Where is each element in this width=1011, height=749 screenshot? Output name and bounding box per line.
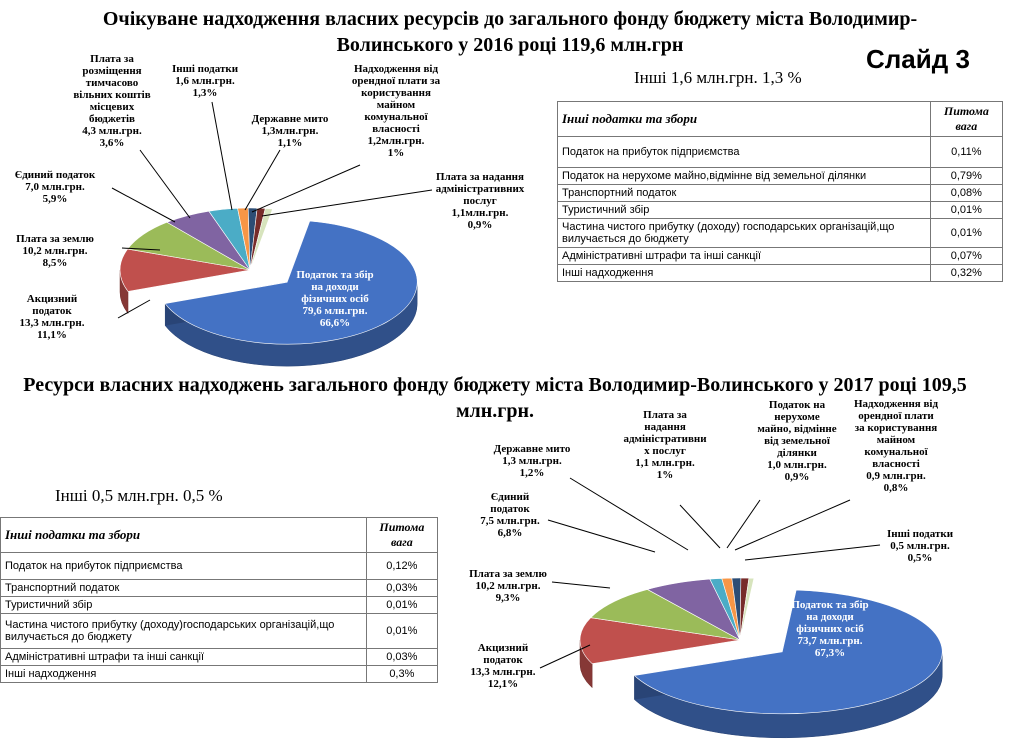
data-label-line: 13,3 млн.грн.: [19, 317, 85, 329]
data-label-line: податок: [32, 305, 72, 317]
data-label-line: бюджетів: [89, 113, 135, 125]
data-label-line: податок: [490, 503, 530, 515]
data-label-line: Податок та збір: [791, 599, 869, 611]
data-label-9: [436, 171, 525, 231]
data-label-line: 0,5 млн.грн.: [890, 540, 950, 552]
table-cell-share: 0,11%: [930, 137, 1002, 168]
data-label-8: [352, 63, 441, 159]
leader-line: [552, 582, 610, 588]
data-label-6: [172, 63, 239, 99]
data-label-line: Податок на: [768, 399, 826, 411]
data-label-2: [471, 642, 536, 690]
table-cell-name: Транспортний податок: [1, 580, 367, 597]
data-label-4: [15, 169, 96, 205]
leader-line: [680, 505, 720, 548]
data-label-line: Плата за: [643, 409, 687, 421]
data-label-line: 7,5 млн.грн.: [480, 515, 540, 527]
table-cell-share: 0,01%: [930, 202, 1002, 219]
data-label-8: [854, 398, 939, 494]
table-cell-share: 0,01%: [930, 219, 1002, 248]
table-cell-share: 0,12%: [366, 553, 437, 580]
data-label-line: розміщення: [82, 65, 142, 77]
chart1-title: Очікуване надходження власних ресурсів до загального фонду бюджету міста Володимир-Волинського у 2016 році 119,6 млн.грн: [102, 8, 918, 56]
data-label-line: податок: [483, 654, 523, 666]
data-label-line: 11,1%: [37, 329, 67, 341]
data-label-line: надання: [644, 421, 686, 433]
table-cell-name: Інші надходження: [558, 265, 931, 282]
table-cell-name: Податок на прибуток підприємства: [558, 137, 931, 168]
data-label-7: [252, 113, 329, 149]
data-label-line: 4,3 млн.грн.: [82, 125, 142, 137]
table-cell-name: Податок на нерухоме майно,відмінне від земельної ділянки: [558, 168, 931, 185]
data-label-line: 1,1 млн.грн.: [635, 457, 695, 469]
leader-line: [745, 545, 880, 560]
data-label-line: 12,1%: [487, 678, 519, 690]
table-header-name: Інші податки та збори: [558, 102, 931, 137]
data-label-line: 73,7 млн.грн.: [797, 635, 863, 647]
pie-chart-1: [15, 53, 525, 366]
table-cell-name: Транспортний податок: [558, 185, 931, 202]
data-label-line: 1,1%: [277, 137, 303, 149]
data-label-line: 1%: [656, 469, 674, 481]
data-label-line: фізичних осіб: [301, 293, 369, 305]
data-label-line: комунальної: [864, 446, 928, 458]
data-label-line: Акцизний: [26, 293, 78, 305]
data-label-line: Плата за землю: [469, 568, 547, 580]
data-label-line: майно, відмінне: [757, 423, 837, 435]
table-cell-name: Туристичний збір: [558, 202, 931, 219]
data-label-line: нерухоме: [774, 411, 820, 423]
chart2-title: Ресурси власних надходжень загального фонду бюджету міста Володимир-Волинського у 2017 році 109,5 млн.грн.: [23, 374, 967, 422]
data-label-line: 79,6 млн.грн.: [302, 305, 368, 317]
data-label-3: [16, 233, 94, 269]
chart1-other-total: Інші 1,6 млн.грн. 1,3 %: [634, 68, 802, 87]
data-label-line: ділянки: [777, 447, 817, 459]
data-label-line: 7,0 млн.грн.: [25, 181, 85, 193]
data-label-line: вільних коштів: [73, 89, 151, 101]
table-header-share: Питома вага: [366, 518, 437, 553]
leader-line: [548, 520, 655, 552]
data-label-line: 1,2%: [519, 467, 545, 479]
data-label-5: [494, 443, 571, 479]
data-label-line: місцевих: [89, 101, 135, 113]
data-label-3: [469, 568, 547, 604]
data-label-line: 1,3%: [192, 87, 218, 99]
pie-chart-2: [469, 398, 954, 738]
data-label-line: користування: [361, 87, 431, 99]
table-cell-name: Частина чистого прибутку (доходу)господарських організацій,що вилучається до бюджету: [1, 614, 367, 649]
data-label-line: майном: [376, 99, 416, 111]
leader-line: [735, 500, 850, 550]
table-cell-share: 0,79%: [930, 168, 1002, 185]
data-label-line: Державне мито: [251, 113, 329, 125]
data-label-line: Єдиний податок: [14, 169, 96, 181]
data-label-line: 0,9%: [467, 219, 493, 231]
data-label-line: 1,1млн.грн.: [451, 207, 509, 219]
data-label-line: 66,6%: [319, 317, 351, 329]
data-label-line: Плата за: [90, 53, 134, 65]
leader-line: [112, 188, 175, 222]
table-cell-share: 0,01%: [366, 597, 437, 614]
data-label-line: 1,3 млн.грн.: [502, 455, 562, 467]
data-label-line: 1,6 млн.грн.: [175, 75, 235, 87]
leader-line: [140, 150, 190, 218]
data-label-line: власності: [372, 123, 420, 135]
data-label-line: х послуг: [644, 445, 686, 457]
data-label-line: майном: [876, 434, 916, 446]
table-cell-share: 0,03%: [366, 580, 437, 597]
data-label-line: 67,3%: [814, 647, 846, 659]
data-label-line: послуг: [463, 195, 497, 207]
data-label-line: власності: [872, 458, 920, 470]
table-cell-name: Туристичний збір: [1, 597, 367, 614]
data-label-line: 1,3млн.грн.: [261, 125, 319, 137]
data-label-line: тимчасово: [85, 77, 139, 89]
data-label-line: Надходження від: [853, 398, 939, 410]
table-cell-share: 0,07%: [930, 248, 1002, 265]
data-label-line: Єдиний: [490, 491, 530, 503]
data-label-line: 0,5%: [907, 552, 933, 564]
data-label-line: орендної плати: [858, 410, 934, 422]
data-label-9: [887, 528, 954, 564]
data-label-line: 13,3 млн.грн.: [470, 666, 536, 678]
data-label-line: Державне мито: [493, 443, 571, 455]
data-label-line: від земельної: [764, 435, 830, 447]
leader-line: [245, 150, 280, 210]
data-label-line: 6,8%: [497, 527, 523, 539]
data-label-line: адміністративни: [623, 433, 707, 445]
data-label-line: орендної плати за: [351, 75, 441, 87]
data-label-line: 5,9%: [42, 193, 68, 205]
data-label-line: комунальної: [364, 111, 428, 123]
table-cell-share: 0,03%: [366, 649, 437, 666]
data-label-line: фізичних осіб: [796, 623, 864, 635]
table-cell-share: 0,01%: [366, 614, 437, 649]
table-cell-name: Податок на прибуток підприємства: [1, 553, 367, 580]
data-label-4: [480, 491, 540, 539]
data-label-line: 1,2млн.грн.: [367, 135, 425, 147]
table-cell-share: 0,08%: [930, 185, 1002, 202]
table-cell-name: Адміністративні штрафи та інші санкції: [558, 248, 931, 265]
leader-line: [212, 102, 232, 210]
data-label-line: Податок та збір: [296, 269, 374, 281]
table-cell-name: Адміністративні штрафи та інші санкції: [1, 649, 367, 666]
data-label-line: 9,3%: [495, 592, 521, 604]
table-header-name: Інші податки та збори: [1, 518, 367, 553]
data-label-line: адміністративних: [435, 183, 525, 195]
leader-line: [252, 165, 360, 212]
data-label-7: [757, 399, 836, 483]
data-label-line: 0,8%: [883, 482, 909, 494]
leader-line: [262, 190, 432, 216]
data-label-line: Надходження від: [353, 63, 439, 75]
data-label-line: за користування: [854, 422, 938, 434]
data-label-line: на доходи: [311, 281, 359, 293]
data-label-line: Плата за землю: [16, 233, 94, 245]
table-cell-name: Інші надходження: [1, 666, 367, 683]
data-label-line: 0,9%: [784, 471, 810, 483]
slide-number: Слайд 3: [866, 44, 970, 74]
data-label-line: Інші податки: [886, 528, 954, 540]
data-label-5: [73, 53, 150, 149]
table-header-share: Питома вага: [930, 102, 1002, 137]
data-label-6: [623, 409, 707, 481]
table-cell-share: 0,32%: [930, 265, 1002, 282]
data-label-line: 8,5%: [42, 257, 68, 269]
data-label-line: 10,2 млн.грн.: [475, 580, 541, 592]
leader-line: [570, 478, 688, 550]
data-label-line: 1,0 млн.грн.: [767, 459, 827, 471]
table-cell-name: Частина чистого прибутку (доходу) господарських організацій,що вилучається до бюджету: [558, 219, 931, 248]
data-label-line: на доходи: [806, 611, 854, 623]
chart2-other-total: Інші 0,5 млн.грн. 0,5 %: [55, 486, 223, 505]
data-label-line: 0,9 млн.грн.: [866, 470, 926, 482]
data-label-line: 3,6%: [99, 137, 125, 149]
data-label-line: Акцизний: [477, 642, 529, 654]
data-label-line: Інші податки: [171, 63, 239, 75]
data-label-line: 10,2 млн.грн.: [22, 245, 88, 257]
table-cell-share: 0,3%: [366, 666, 437, 683]
data-label-line: Плата за надання: [436, 171, 524, 183]
data-label-2: [20, 293, 85, 341]
data-label-line: 1%: [387, 147, 405, 159]
